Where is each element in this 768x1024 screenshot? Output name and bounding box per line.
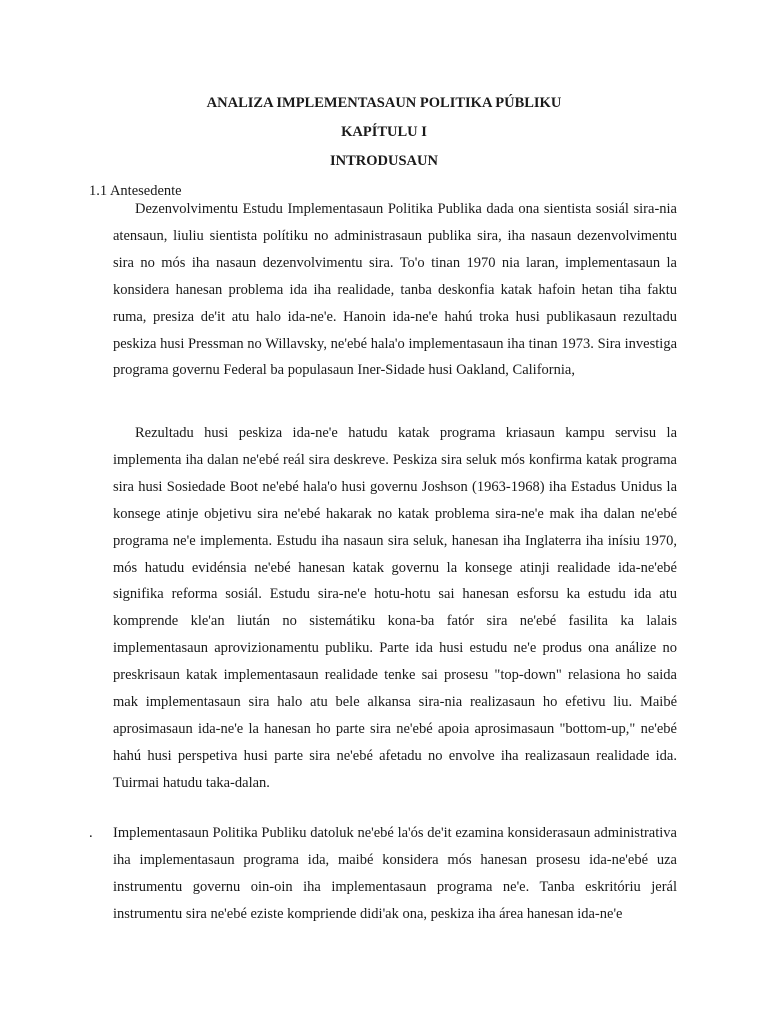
- paragraph-3: Implementasaun Politika Publiku datoluk ne'ebé la'ós de'it ezamina konsiderasaun administrativa iha implementasaun programa ida, maibé konsidera mós hanesan prosesu ida-ne'ebé uza instrumentu governu oin-oin iha implementasaun programa ne'e. Tanba eskritóriu jerál instrumentu sira ne'ebé eziste kompriende didi'ak ona, peskiza iha área hanesan ida-ne'e: [113, 825, 677, 922]
- paragraph-1: Dezenvolvimentu Estudu Implementasaun Politika Publika dada ona sientista sosiál sira-nia atensaun, liuliu sientista polítiku no administrasaun publika sira, iha nasaun dezenvolvimentu sira no mós iha nasaun dezenvolvimentu sira. To'o tinan 1970 nia laran, implementasaun la konsidera hanesan problema ida iha realidade, tanba deskonfia katak hafoin hetan tiha faktu ruma, presiza de'it atu halo ida-ne'e. Hanoin ida-ne'e hahú troka husi publikasaun rezultadu peskiza husi Pressman no Willavsky, ne'ebé hala'o implementasaun iha tinan 1973. Sira investiga programa governu Federal ba populasaun Iner-Sidade husi Oakland, California,: [113, 201, 677, 379]
- document-title: ANALIZA IMPLEMENTASAUN POLITIKA PÚBLIKU: [206, 95, 562, 111]
- section-heading: 1.1 Antesedente: [89, 183, 182, 199]
- paragraph-2: Rezultadu husi peskiza ida-ne'e hatudu katak programa kriasaun kampu servisu la implementa iha dalan ne'ebé reál sira deskreve. Peskiza sira seluk mós konfirma katak programa sira husi Sosiedade Boot ne'ebé hala'o husi governu Joshson (1963-1968) iha Estadus Unidus la konsege atinje objetivu sira ne'ebé hakarak no katak problema sira-ne'e mak iha dalan ne'ebé programa ne'e implementa. Estudu iha nasaun sira seluk, hanesan iha Inglaterra iha inísiu 1970, mós hatudu evidénsia ne'ebé hanesan katak governu la konsege atinji realidade ida-ne'ebé signifika reforma sosiál. Estudu sira-ne'e hotu-hotu sai hanesan esforsu ka estudu ida atu komprende kle'an liután no sistemátiku kona-ba fatór sira ne'ebé fasilita ka lalais implementasaun aprovizionamentu publiku. Parte ida husi estudu ne'e produs ona análize no preskrisaun katak implementasaun realidade tenke sai prosesu "top-down" relasiona ho saida mak implementasaun sira halo atu bele alkansa sira-nia realizasaun ho efetivu liu. Maibé aprosimasaun ida-ne'e la hanesan ho parte sira ne'ebé apoia aprosimasaun "bottom-up," ne'ebé hahú husi perspetiva husi parte sira ne'ebé afetadu no envolve iha realizasaun realidade ida. Tuirmai hatudu taka-dalan.: [113, 425, 677, 791]
- chapter-title: INTRODUSAUN: [330, 153, 438, 169]
- list-marker: .: [89, 825, 93, 841]
- chapter-number: KAPÍTULU I: [341, 124, 427, 140]
